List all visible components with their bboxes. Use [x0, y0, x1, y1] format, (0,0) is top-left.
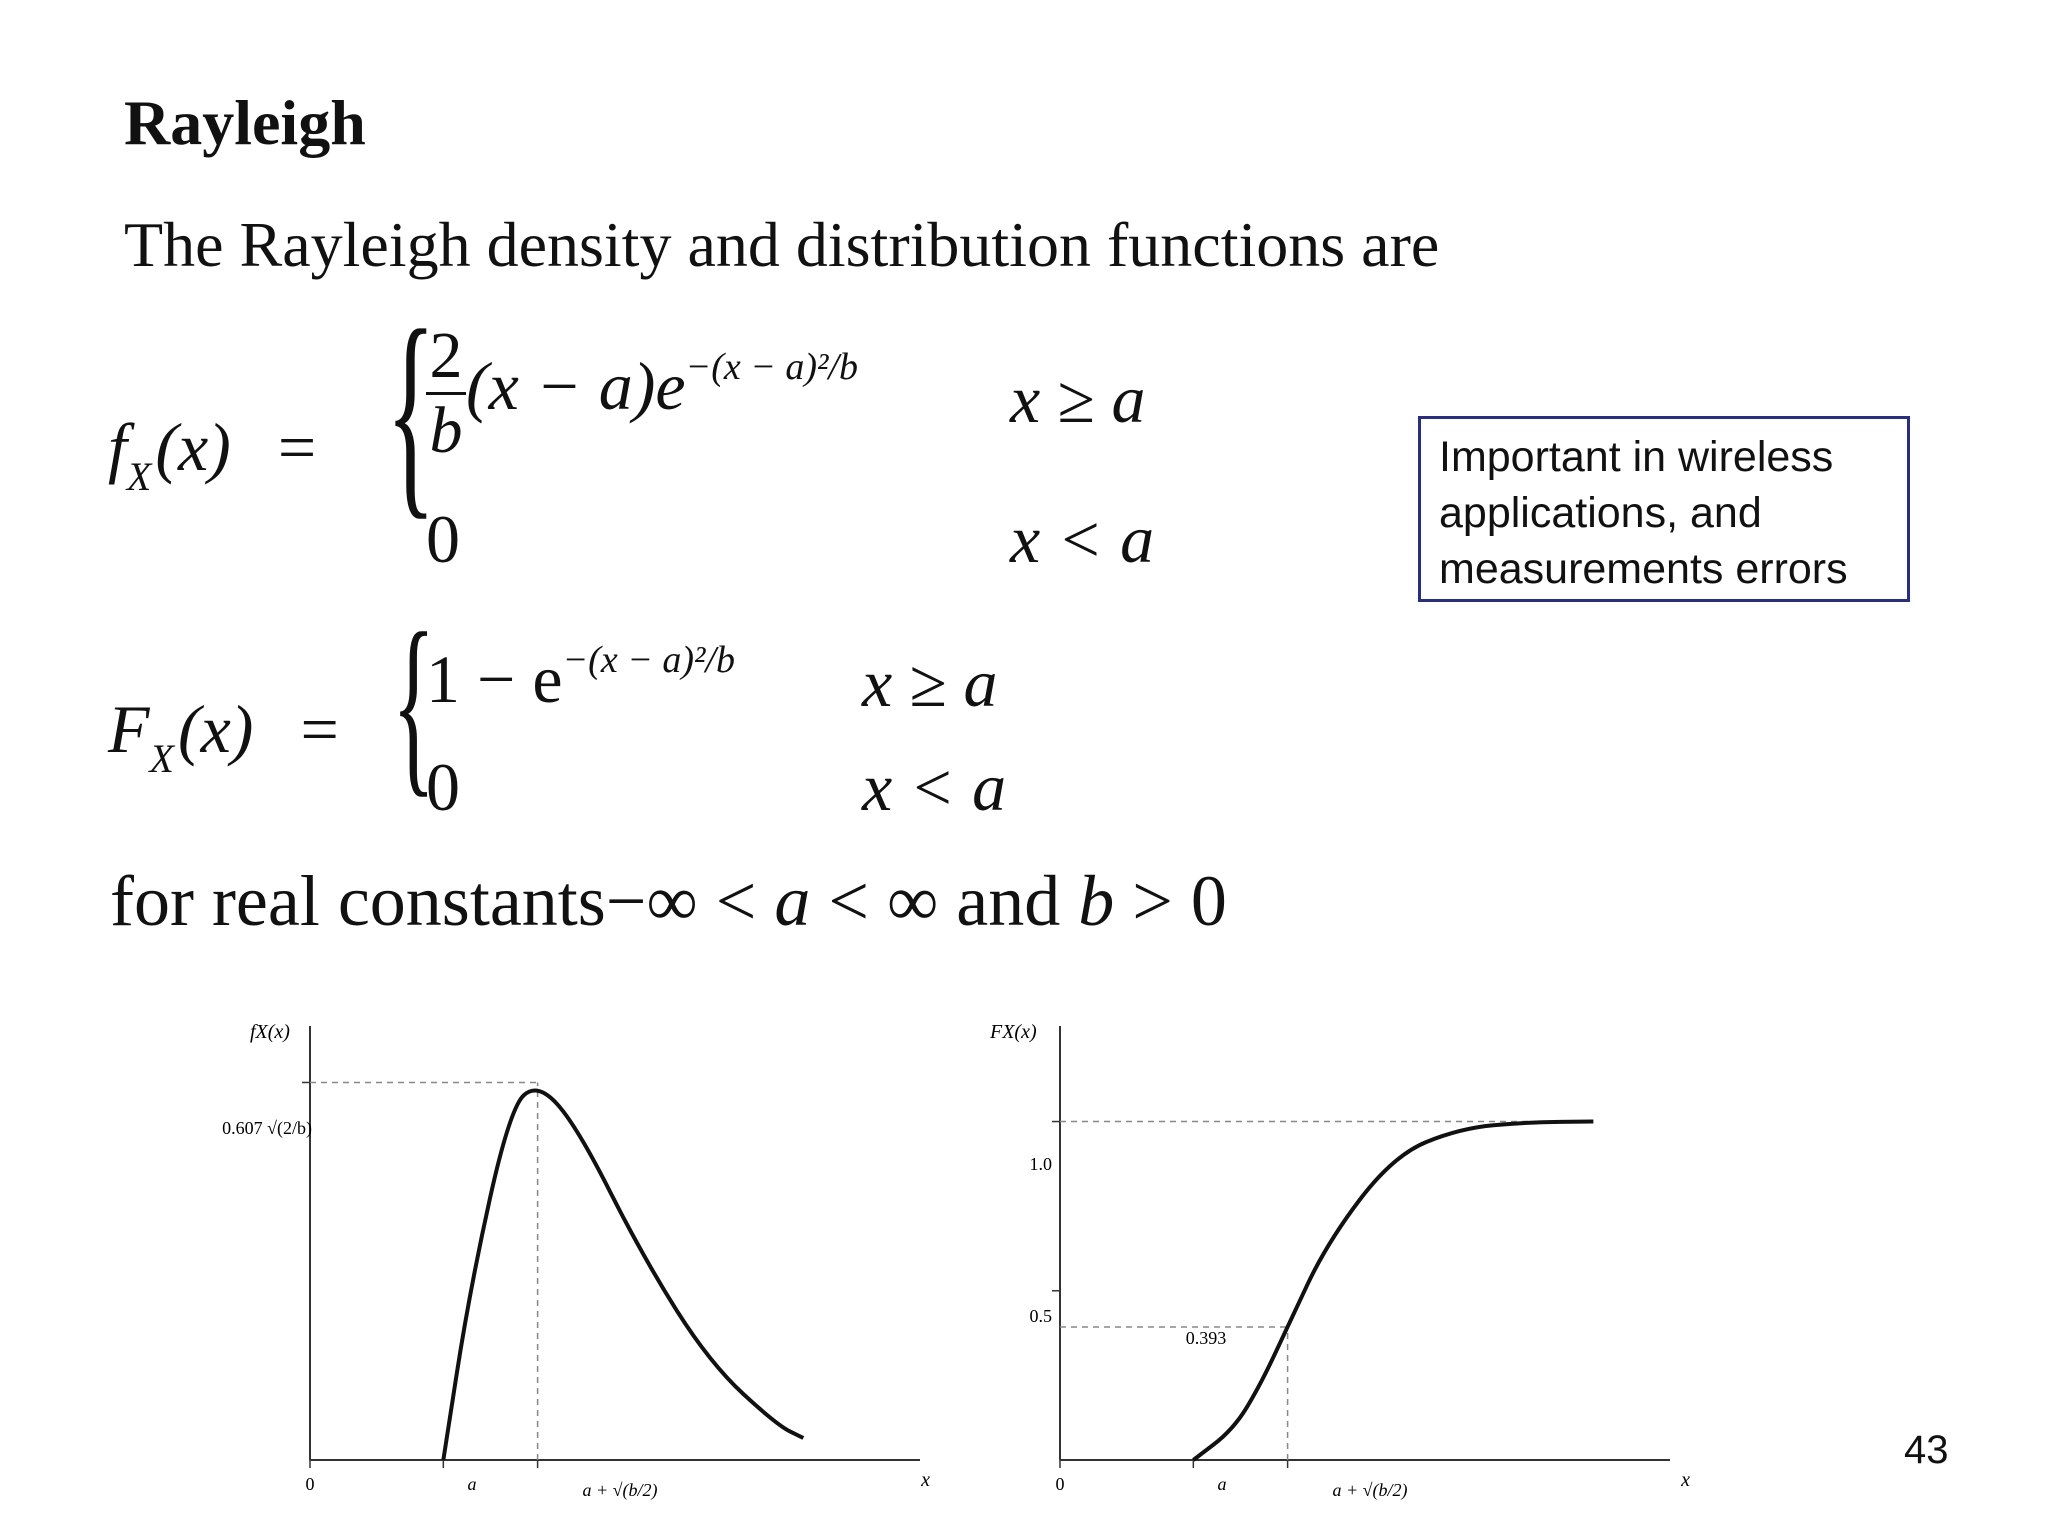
pdf-case2-expr: 0	[426, 501, 460, 577]
intro-text: The Rayleigh density and distribution functions are	[124, 209, 1440, 280]
pdf-lhs-arg: (x)	[155, 409, 231, 485]
cdf-chart-xlabel: x	[1681, 1469, 1690, 1491]
cdf-equals: =	[300, 691, 339, 767]
footer-var-a: a	[774, 861, 811, 941]
cdf-case1-exp: −(x − a)²/b	[562, 639, 735, 681]
constants-statement	[110, 860, 1227, 943]
pdf-equals: =	[277, 409, 317, 485]
note-line-2: applications, and	[1439, 489, 1762, 537]
footer-text5: > 0	[1114, 861, 1227, 941]
pdf-case1	[426, 320, 858, 467]
series-curve	[443, 1090, 803, 1460]
cdf-chart-ytick-1: 1.0	[1029, 1154, 1052, 1174]
pdf-chart-xlabel: x	[921, 1469, 930, 1491]
footer-text2: −∞ <	[605, 861, 775, 941]
pdf-chart-ytick: 0.607 √(2/b)	[222, 1118, 312, 1138]
footer-text4: and	[938, 861, 1079, 941]
cdf-case2-cond: x < a	[862, 749, 1007, 825]
cdf-case1-expr: 1 − e	[426, 641, 563, 717]
pdf-lhs-sub: X	[126, 454, 152, 499]
footer-text3: < ∞	[810, 861, 939, 941]
cdf-chart-xtick-a: a	[1217, 1474, 1227, 1494]
cdf-chart-xtick-mid: a + √(b/2)	[1332, 1480, 1408, 1500]
pdf-case2-cond: x < a	[1010, 501, 1155, 577]
pdf-brace: {	[386, 283, 436, 538]
cdf-brace: {	[392, 593, 436, 814]
cdf-lhs-f: F	[108, 691, 150, 767]
cdf-lhs	[108, 690, 339, 781]
footer-var-b: b	[1078, 861, 1115, 941]
cdf-chart-annotation: 0.393	[1185, 1328, 1227, 1348]
cdf-chart-ylabel: FX(x)	[990, 1021, 1037, 1043]
footer-text1: for real constants	[110, 861, 606, 941]
cdf-lhs-sub: X	[149, 736, 174, 781]
note-box	[1418, 416, 1910, 602]
note-line-1: Important in wireless	[1439, 433, 1834, 481]
pdf-frac-den: b	[429, 394, 463, 467]
series-curve	[1193, 1122, 1593, 1460]
pdf-lhs-f: f	[108, 409, 127, 485]
cdf-chart	[950, 1000, 1710, 1520]
pdf-chart-ylabel: fX(x)	[250, 1021, 290, 1043]
cdf-lhs-arg: (x)	[177, 691, 254, 767]
pdf-chart-xtick-a: a	[467, 1474, 477, 1494]
pdf-chart	[200, 1000, 940, 1520]
cdf-chart-ytick-05: 0.5	[1029, 1306, 1052, 1326]
pdf-lhs	[108, 408, 317, 499]
cdf-case1-cond: x ≥ a	[862, 645, 998, 721]
cdf-chart-xtick-0: 0	[1055, 1474, 1065, 1494]
pdf-chart-xtick-peak: a + √(b/2)	[582, 1480, 658, 1500]
pdf-fraction	[426, 320, 466, 467]
note-line-3: measurements errors	[1439, 545, 1848, 593]
pdf-case1-cond: x ≥ a	[1010, 361, 1146, 437]
cdf-case2-expr: 0	[426, 749, 460, 825]
slide-heading: Rayleigh	[124, 87, 366, 158]
pdf-frac-num: 2	[429, 319, 463, 392]
pdf-case1-expr: (x − a)e	[466, 348, 686, 425]
cdf-case1	[426, 640, 735, 719]
page-number: 43	[1904, 1428, 1949, 1472]
pdf-case1-exp: −(x − a)²/b	[685, 346, 858, 389]
pdf-chart-xtick-0: 0	[305, 1474, 315, 1494]
